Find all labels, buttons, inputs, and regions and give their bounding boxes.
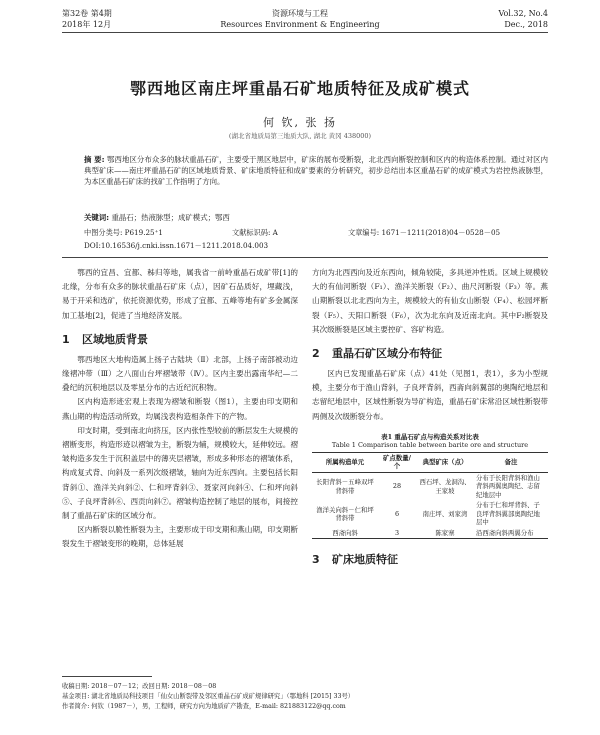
keywords-text: 重晶石；热液脉型；成矿模式；鄂西 bbox=[111, 213, 230, 222]
continued-paragraph: 方向为北西西向及近东西向，倾角较陡，多具逆冲性质。区域上规模较大的有仙河断裂（F₁）、渔洋关断裂（F₂）、曲尺河断裂（F₃）等。燕山期断裂以北北西向为主，规模较大的有仙女山断裂（F₄）、松园坪断裂（F₅）、天阳口断裂（F₆），次为北东向及近南北向。其中F₂断裂及其次级断裂是区域主要控矿、容矿构造。 bbox=[312, 268, 548, 334]
abstract-text: 鄂西地区分布众多的脉状重晶石矿，主要受于黑区地层中，矿床的展布受断裂，北北西向断裂控制和区内的构造体系控制。通过对区内典型矿床——南庄坪重晶石矿的区域地质背景、矿床地质特征和成矿要素的分析研究，初步总结出本区重晶石矿的成矿模式为岩控热液脉型，为本区重晶石矿床的找矿工作指明了方向。 bbox=[84, 155, 548, 187]
journal-name-en: Resources Environment & Engineering bbox=[220, 20, 380, 29]
table-row bbox=[312, 528, 548, 539]
article-title: 鄂西地区南庄坪重晶石矿地质特征及成矿模式 bbox=[129, 79, 470, 98]
author-bio: 作者简介: 何钦（1987－），男，工程师，研究方向为地质矿产勘查，E-mail: 821883122@qq.com bbox=[62, 703, 346, 710]
table-row bbox=[312, 500, 548, 528]
barite-structure-table bbox=[312, 452, 548, 540]
authors: 何 钦, 张 扬 bbox=[263, 116, 337, 129]
paragraph: 鄂西地区大地构造属上扬子古陆块（Ⅱ）北部，上扬子南部被动边缘褶冲带（Ⅲ）之八面山台坪褶皱带（Ⅳ）。区内主要出露南华纪—二叠纪的沉积地层以及零星分布的古近纪沉积物。 bbox=[62, 354, 298, 393]
section-2-number: 2 bbox=[312, 347, 320, 361]
table-row bbox=[312, 472, 548, 500]
section-1-heading bbox=[62, 331, 298, 347]
table-cell: 沿西斋向斜两翼分布 bbox=[476, 528, 534, 537]
table-cell: 分布于长阳背斜和渔山背斜两翼奥陶纪、志留纪地层中 bbox=[476, 473, 540, 499]
paragraph: 区内已发现重晶石矿床（点）41处（见图1，表1），多为小型规模，主要分布于渔山背斜，子良坪背斜，西斋向斜翼部的奥陶纪地层和志留纪地层中，区域性断裂为导矿构造，重晶石矿床常沿区域性断裂带两侧及次级断裂分布。 bbox=[312, 369, 548, 421]
table-cell: 28 bbox=[392, 482, 402, 491]
table-cell: 3 bbox=[394, 528, 400, 537]
table-cell: 6 bbox=[394, 509, 400, 518]
footnote-rule bbox=[62, 676, 152, 677]
journal-name-cn: 资源环境与工程 bbox=[272, 9, 328, 18]
table-cell: 西石坪、龙洞沟、王家坡 bbox=[419, 478, 471, 495]
footnotes bbox=[62, 682, 548, 712]
volume-issue-en: Vol.32, No.4 bbox=[498, 9, 548, 18]
table-cell: 长阳背斜－五峰双坪背斜带 bbox=[316, 478, 374, 495]
intro-paragraph: 鄂西的宜昌、宜都、秭归等地，属我省一前岭重晶石成矿带[1]的北缘，分布有众多的脉状重晶石矿床（点），因矿石品质好，埋藏浅，易于开采和选矿，依托资源优势，形成了宜都、五峰等地有矿多金属深加工基地[2]，促进了当地经济发展。 bbox=[62, 268, 298, 320]
section-3-heading bbox=[312, 551, 548, 567]
table-cell: 南庄坪、刘家湾 bbox=[422, 509, 468, 518]
paragraph: 区内构造形迹宏观上表现为褶皱和断裂（图1），主要由印支期和燕山期的构造活动所致，均属浅表构造相条件下的产物。 bbox=[62, 397, 298, 421]
abstract bbox=[84, 154, 548, 188]
abstract-label: 摘 要: bbox=[84, 155, 105, 164]
table-cell: 西斋向斜 bbox=[332, 528, 358, 537]
clc-number: 中图分类号: P619.25⁺1 bbox=[84, 228, 163, 237]
right-column bbox=[312, 266, 548, 567]
table-cell: 分布于仁和坪背斜、子良坪背斜翼部奥陶纪地层中 bbox=[476, 501, 540, 527]
table-cell: 陈家寨 bbox=[435, 528, 455, 537]
table-caption-en: Table 1 Comparison table between barite ore and structure bbox=[331, 440, 529, 449]
section-2-title: 重晶石矿区域分布特征 bbox=[332, 347, 442, 361]
section-3-number: 3 bbox=[312, 553, 320, 567]
abstract-rule bbox=[62, 257, 548, 258]
date-en: Dec., 2018 bbox=[504, 20, 548, 29]
paragraph: 印支时期，受到南北向挤压，区内张性型较前的断层发生大规模的褶断变形，构造形迹以褶皱为主，断裂为辅，规模较大，延伸较远。褶皱构造多发生于沉积盖层中的薄夹层褶皱，形成多种形态的褶皱体系，构成复式背、向斜及一系列次级褶皱，轴向为近东西向。主要包括长阳背斜①、渔洋关向斜②、仁和坪背斜③、聂家河向斜④、仁和坪向斜⑤、子良坪背斜⑥、西贡向斜⑦。褶皱构造控制了地层的展布，间接控制了重晶石矿床的区域分布。 bbox=[62, 425, 298, 521]
doi: DOI:10.16536/j.cnki.issn.1671－1211.2018.04.003 bbox=[84, 241, 269, 250]
document-code: 文献标识码: A bbox=[232, 228, 278, 237]
fund-project: 基金项目: 湖北省地质局科技项目「仙女山断裂带及邻区重晶石矿成矿规律研究」（鄂地科 [2015] 33号） bbox=[62, 693, 355, 700]
table-header-cell: 所属构造单元 bbox=[325, 458, 365, 467]
paragraph: 区内断裂以脆性断裂为主，主要形成于印支期和燕山期，印支期断裂发生于褶皱变形的晚期，总体延展 bbox=[62, 525, 298, 549]
table-cell: 渔洋关向斜－仁和坪背斜带 bbox=[316, 505, 374, 523]
table-header-cell: 典型矿床（点） bbox=[422, 458, 468, 467]
table-caption-cn: 表1 重晶石矿点与构造关系对比表 bbox=[381, 432, 479, 441]
date-cn: 2018年 12月 bbox=[62, 20, 112, 29]
section-1-title: 区域地质背景 bbox=[82, 332, 148, 346]
received-date: 收稿日期: 2018－07－12；改回日期: 2018－08－08 bbox=[62, 683, 217, 690]
table-header-row bbox=[312, 452, 548, 472]
keywords bbox=[84, 212, 548, 223]
section-2-heading bbox=[312, 345, 548, 361]
volume-issue-cn: 第32卷 第4期 bbox=[62, 9, 112, 18]
keywords-label: 关键词: bbox=[84, 213, 110, 222]
header-rule bbox=[62, 32, 548, 33]
table-header-cell: 矿点数量/个 bbox=[383, 453, 411, 471]
affiliation: (湖北省地质局第三地质大队, 湖北 黄冈 438000) bbox=[228, 132, 372, 140]
table-header-cell: 备注 bbox=[504, 458, 518, 467]
article-number: 文章编号: 1671－1211(2018)04－0528－05 bbox=[348, 228, 501, 237]
left-column bbox=[62, 266, 298, 552]
section-3-title: 矿床地质特征 bbox=[332, 553, 398, 567]
section-1-number: 1 bbox=[62, 332, 70, 346]
